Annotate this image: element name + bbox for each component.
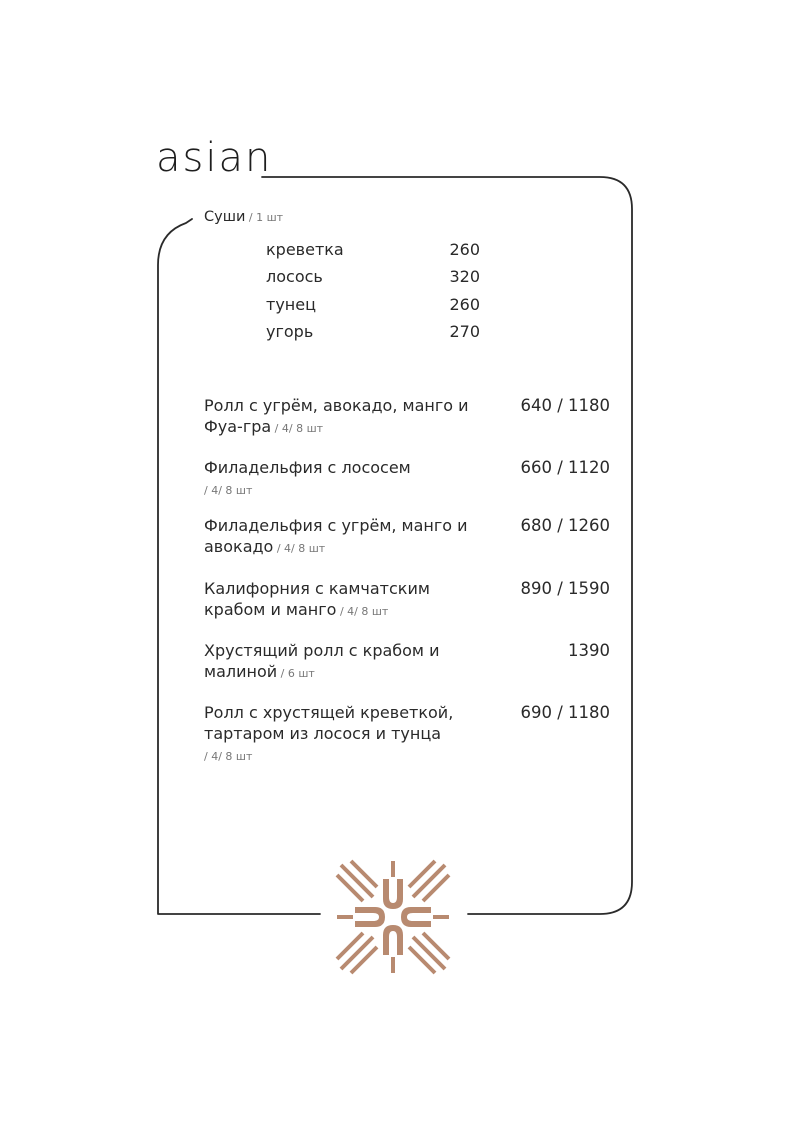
roll-name: Хрустящий ролл с крабом и малиной bbox=[204, 641, 440, 681]
roll-name: Ролл с хрустящей креветкой, тартаром из лосося и тунца bbox=[204, 703, 454, 743]
roll-item bbox=[204, 702, 610, 767]
sushi-item bbox=[266, 236, 480, 263]
sushi-item-price: 320 bbox=[449, 267, 480, 287]
roll-item bbox=[204, 578, 610, 622]
roll-qty: / 6 шт bbox=[277, 667, 315, 680]
roll-item bbox=[204, 640, 610, 684]
sushi-item-price: 260 bbox=[449, 294, 480, 314]
roll-name: Ролл с угрём, авокадо, манго и Фуа-гра bbox=[204, 396, 469, 436]
roll-price: 640 / 1180 bbox=[520, 396, 610, 415]
sushi-item bbox=[266, 318, 480, 345]
roll-item bbox=[204, 515, 610, 559]
roll-qty: / 4/ 8 шт bbox=[273, 542, 326, 555]
sushi-item-name: тунец bbox=[266, 294, 316, 314]
sushi-section-label bbox=[204, 209, 283, 225]
sushi-item-name: креветка bbox=[266, 240, 344, 260]
roll-price: 890 / 1590 bbox=[520, 579, 610, 598]
roll-name: Калифорния с камчатским крабом и манго bbox=[204, 579, 430, 619]
roll-qty: / 4/ 8 шт bbox=[204, 750, 253, 763]
roll-price: 660 / 1120 bbox=[520, 458, 610, 477]
sushi-list bbox=[266, 236, 480, 345]
page-title: asian bbox=[156, 135, 273, 181]
sushi-item-price: 260 bbox=[449, 240, 480, 260]
sushi-item bbox=[266, 263, 480, 290]
logo-diagonals bbox=[337, 861, 449, 973]
star-monogram-logo-icon bbox=[333, 857, 453, 977]
sushi-qty: / 1 шт bbox=[245, 211, 284, 224]
roll-qty: / 4/ 8 шт bbox=[271, 422, 324, 435]
roll-name: Филадельфия с лососем bbox=[204, 458, 411, 477]
sushi-item bbox=[266, 291, 480, 318]
roll-price: 690 / 1180 bbox=[520, 703, 610, 722]
sushi-label: Суши bbox=[204, 209, 246, 225]
roll-qty: / 4/ 8 шт bbox=[336, 605, 389, 618]
sushi-item-name: угорь bbox=[266, 322, 314, 342]
roll-name: Филадельфия с угрём, манго и авокадо bbox=[204, 516, 468, 556]
sushi-item-name: лосось bbox=[266, 267, 323, 287]
roll-price: 680 / 1260 bbox=[520, 516, 610, 535]
roll-item bbox=[204, 395, 610, 439]
roll-qty: / 4/ 8 шт bbox=[204, 484, 253, 497]
sushi-item-price: 270 bbox=[449, 322, 480, 342]
roll-item bbox=[204, 457, 610, 501]
roll-price: 1390 bbox=[568, 641, 610, 660]
